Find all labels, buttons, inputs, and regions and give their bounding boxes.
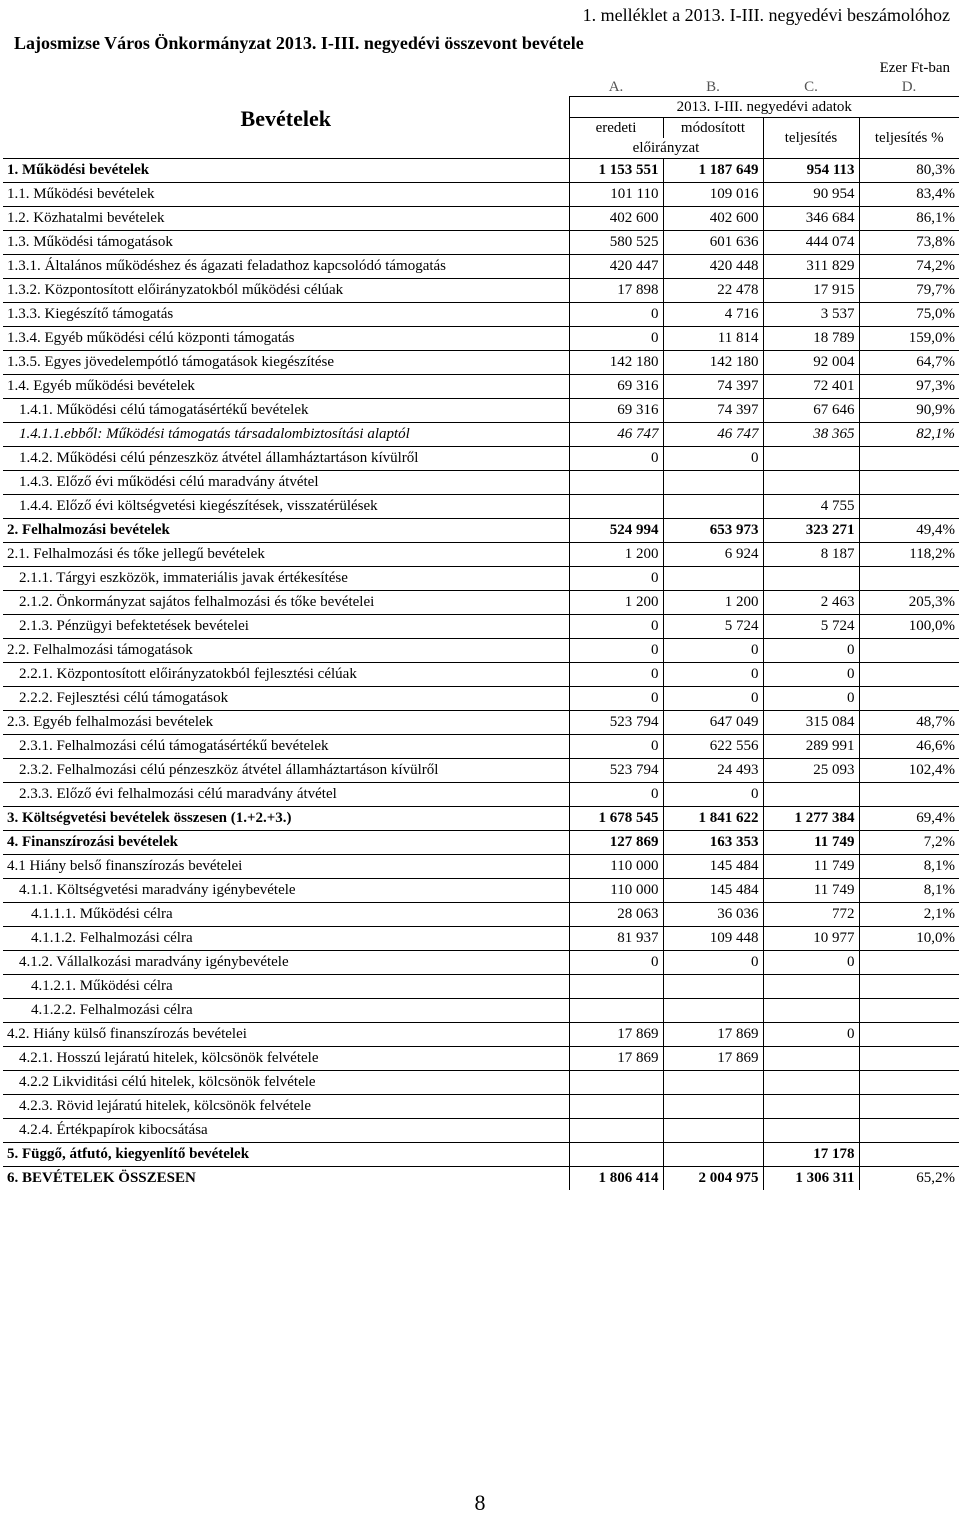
table-row [3,399,959,423]
modositott-value: 0 [663,687,763,711]
teljesites-pct-value: 46,6% [859,735,959,759]
row-label: 4.1.2.2. Felhalmozási célra [3,999,569,1023]
row-label: 1.4.1.1.ebből: Működési támogatás társadalombiztosítási alaptól [3,423,569,447]
teljesites-pct-value: 97,3% [859,375,959,399]
row-label: 4. Finanszírozási bevételek [3,831,569,855]
modositott-value: 24 493 [663,759,763,783]
teljesites-value [763,471,859,495]
modositott-value: 622 556 [663,735,763,759]
eredeti-value: 0 [569,303,663,327]
teljesites-pct-value [859,663,959,687]
teljesites-pct-value: 65,2% [859,1167,959,1191]
modositott-value: 5 724 [663,615,763,639]
teljesites-pct-value: 48,7% [859,711,959,735]
eredeti-value: 81 937 [569,927,663,951]
row-label: 3. Költségvetési bevételek összesen (1.+2.+3.) [3,807,569,831]
row-label: 1.3. Működési támogatások [3,231,569,255]
teljesites-value: 72 401 [763,375,859,399]
teljesites-value: 4 755 [763,495,859,519]
teljesites-value: 90 954 [763,183,859,207]
teljesites-value: 11 749 [763,855,859,879]
teljesites-pct-value: 100,0% [859,615,959,639]
teljesites-pct-value: 118,2% [859,543,959,567]
modositott-value: 653 973 [663,519,763,543]
teljesites-pct-value [859,1071,959,1095]
table-row [3,999,959,1023]
modositott-value: 0 [663,639,763,663]
eredeti-value: 127 869 [569,831,663,855]
table-row [3,1143,959,1167]
teljesites-pct-value: 64,7% [859,351,959,375]
page-title: Lajosmizse Város Önkormányzat 2013. I-III. negyedévi összevont bevétele [14,33,584,53]
teljesites-value [763,999,859,1023]
teljesites-pct-value: 90,9% [859,399,959,423]
eredeti-value: 17 898 [569,279,663,303]
modositott-value: 17 869 [663,1047,763,1071]
eredeti-value: 0 [569,567,663,591]
table-row [3,879,959,903]
modositott-value: 109 448 [663,927,763,951]
row-label: 4.1.2.1. Működési célra [3,975,569,999]
teljesites-pct-value: 10,0% [859,927,959,951]
teljesites-pct-value: 8,1% [859,879,959,903]
modositott-value [663,1095,763,1119]
table-row [3,807,959,831]
row-label: 1.4.2. Működési célú pénzeszköz átvétel államháztartáson kívülről [3,447,569,471]
eredeti-value: 1 200 [569,591,663,615]
modositott-value: 22 478 [663,279,763,303]
row-label: 6. BEVÉTELEK ÖSSZESEN [3,1167,569,1191]
eredeti-value: 46 747 [569,423,663,447]
teljesites-pct-value [859,1023,959,1047]
table-row [3,183,959,207]
modositott-value: 145 484 [663,855,763,879]
eredeti-value [569,1071,663,1095]
eredeti-value: 0 [569,951,663,975]
teljesites-pct-value [859,687,959,711]
table-row [3,663,959,687]
teljesites-pct-value [859,1095,959,1119]
modositott-value: 109 016 [663,183,763,207]
teljesites-value: 5 724 [763,615,859,639]
teljesites-value: 772 [763,903,859,927]
table-row [3,231,959,255]
teljesites-pct-value [859,999,959,1023]
teljesites-value: 323 271 [763,519,859,543]
table-row [3,1071,959,1095]
row-label: 2.1. Felhalmozási és tőke jellegű bevételek [3,543,569,567]
teljesites-value: 1 306 311 [763,1167,859,1191]
table-row [3,375,959,399]
teljesites-value [763,783,859,807]
eredeti-value: 0 [569,687,663,711]
teljesites-value: 289 991 [763,735,859,759]
modositott-value: 0 [663,447,763,471]
teljesites-pct-value: 74,2% [859,255,959,279]
table-row [3,1095,959,1119]
eredeti-value: 1 678 545 [569,807,663,831]
table-row [3,471,959,495]
teljesites-pct-value [859,471,959,495]
modositott-value: 0 [663,951,763,975]
row-label: 4.2.3. Rövid lejáratú hitelek, kölcsönök felvétele [3,1095,569,1119]
modositott-value: 17 869 [663,1023,763,1047]
eredeti-value: 28 063 [569,903,663,927]
period-header: 2013. I-III. negyedévi adatok [569,97,959,118]
page-number: 8 [474,1490,486,1515]
modositott-value: 1 841 622 [663,807,763,831]
row-label: 2.1.2. Önkormányzat sajátos felhalmozási és tőke bevételei [3,591,569,615]
table-row [3,1023,959,1047]
modositott-value: 163 353 [663,831,763,855]
teljesites-pct-value: 8,1% [859,855,959,879]
teljesites-value: 0 [763,687,859,711]
teljesites-value: 0 [763,951,859,975]
eredeti-value [569,999,663,1023]
table-row [3,327,959,351]
eredeti-value: 420 447 [569,255,663,279]
row-label: 2.3.1. Felhalmozási célú támogatásértékű bevételek [3,735,569,759]
teljesites-pct-value: 7,2% [859,831,959,855]
modositott-value: 142 180 [663,351,763,375]
modositott-header: módosított [663,118,763,139]
row-label: 1.3.2. Központosított előirányzatokból működési célúak [3,279,569,303]
modositott-value: 647 049 [663,711,763,735]
row-label: 1.3.5. Egyes jövedelempótló támogatások kiegészítése [3,351,569,375]
table-row [3,567,959,591]
row-label: 1.3.1. Általános működéshez és ágazati feladathoz kapcsolódó támogatás [3,255,569,279]
row-label: 4.2.4. Értékpapírok kibocsátása [3,1119,569,1143]
teljesites-value: 311 829 [763,255,859,279]
table-row [3,423,959,447]
table-row [3,951,959,975]
row-label: 1.3.4. Egyéb működési célú központi támogatás [3,327,569,351]
eredeti-value: 69 316 [569,399,663,423]
teljesites-pct-value: 82,1% [859,423,959,447]
teljesites-header: teljesítés [763,118,859,159]
teljesites-pct-value [859,1119,959,1143]
eredeti-value: 1 200 [569,543,663,567]
row-label: 4.2.1. Hosszú lejáratú hitelek, kölcsönök felvétele [3,1047,569,1071]
teljesites-value: 11 749 [763,831,859,855]
teljesites-pct-value: 69,4% [859,807,959,831]
table-row [3,1047,959,1071]
teljesites-value: 0 [763,1023,859,1047]
modositott-value [663,999,763,1023]
modositott-value: 4 716 [663,303,763,327]
eredeti-value: 0 [569,735,663,759]
teljesites-pct-value [859,639,959,663]
col-letter-a: A. [608,79,624,95]
row-label: 2.1.1. Tárgyi eszközök, immateriális javak értékesítése [3,567,569,591]
row-label: 4.1.1.1. Működési célra [3,903,569,927]
teljesites-pct-value [859,447,959,471]
modositott-value: 420 448 [663,255,763,279]
eredeti-header: eredeti [569,118,663,139]
modositott-value: 2 004 975 [663,1167,763,1191]
modositott-value: 6 924 [663,543,763,567]
row-label: 1.4.1. Működési célú támogatásértékű bevételek [3,399,569,423]
eredeti-value: 523 794 [569,711,663,735]
table-row [3,975,959,999]
teljesites-value: 346 684 [763,207,859,231]
teljesites-pct-value [859,567,959,591]
table-row [3,495,959,519]
row-label: 2.3.2. Felhalmozási célú pénzeszköz átvétel államháztartáson kívülről [3,759,569,783]
eredeti-value: 0 [569,447,663,471]
modositott-value [663,1143,763,1167]
teljesites-pct-value [859,783,959,807]
row-label: 1.4.3. Előző évi működési célú maradvány átvétel [3,471,569,495]
row-label: 5. Függő, átfutó, kiegyenlítő bevételek [3,1143,569,1167]
table-row [3,735,959,759]
eredeti-value: 17 869 [569,1023,663,1047]
eredeti-value [569,495,663,519]
teljesites-value [763,1119,859,1143]
teljesites-value: 38 365 [763,423,859,447]
modositott-value: 145 484 [663,879,763,903]
eredeti-value [569,471,663,495]
teljesites-pct-value: 2,1% [859,903,959,927]
teljesites-value: 67 646 [763,399,859,423]
table-row [3,255,959,279]
eredeti-value: 0 [569,639,663,663]
eredeti-value [569,975,663,999]
table-row [3,303,959,327]
teljesites-value [763,1095,859,1119]
row-label: 2.1.3. Pénzügyi befektetések bevételei [3,615,569,639]
table-row [3,711,959,735]
table-row [3,351,959,375]
eredeti-value: 142 180 [569,351,663,375]
table-row [3,903,959,927]
teljesites-value [763,975,859,999]
unit-label: Ezer Ft-ban [879,60,950,76]
eredeti-value: 17 869 [569,1047,663,1071]
row-label: 1.1. Működési bevételek [3,183,569,207]
eredeti-value: 524 994 [569,519,663,543]
row-label: 4.1.1. Költségvetési maradvány igénybevétele [3,879,569,903]
teljesites-pct-value [859,1047,959,1071]
modositott-value: 402 600 [663,207,763,231]
modositott-value [663,975,763,999]
teljesites-pct-value: 75,0% [859,303,959,327]
table-row [3,927,959,951]
row-label: 4.2.2 Likviditási célú hitelek, kölcsönök felvétele [3,1071,569,1095]
modositott-value: 601 636 [663,231,763,255]
teljesites-pct-value [859,495,959,519]
eredeti-value: 580 525 [569,231,663,255]
modositott-value: 36 036 [663,903,763,927]
teljesites-pct-value [859,975,959,999]
teljesites-pct-value [859,1143,959,1167]
teljesites-pct-value: 205,3% [859,591,959,615]
row-label: 1. Működési bevételek [3,159,569,183]
table-row [3,447,959,471]
modositott-value: 46 747 [663,423,763,447]
teljesites-pct-value: 79,7% [859,279,959,303]
row-label: 4.1.1.2. Felhalmozási célra [3,927,569,951]
row-label: 4.1.2. Vállalkozási maradvány igénybevétele [3,951,569,975]
table-row [3,759,959,783]
eredeti-value: 0 [569,327,663,351]
row-label: 2.2.2. Fejlesztési célú támogatások [3,687,569,711]
teljesites-value: 444 074 [763,231,859,255]
teljesites-value: 315 084 [763,711,859,735]
row-label: 4.2. Hiány külső finanszírozás bevételei [3,1023,569,1047]
row-label: 1.4. Egyéb működési bevételek [3,375,569,399]
table-row [3,831,959,855]
table-row [3,543,959,567]
teljesites-value: 8 187 [763,543,859,567]
teljesites-value: 11 749 [763,879,859,903]
row-label: 1.2. Közhatalmi bevételek [3,207,569,231]
row-label: 2.3.3. Előző évi felhalmozási célú maradvány átvétel [3,783,569,807]
col-letter-c: C. [804,79,818,95]
attachment-reference: 1. melléklet a 2013. I-III. negyedévi beszámolóhoz [582,5,950,25]
modositott-value [663,1071,763,1095]
eredeti-value: 523 794 [569,759,663,783]
modositott-value: 11 814 [663,327,763,351]
eredeti-value [569,1119,663,1143]
teljesites-value: 17 178 [763,1143,859,1167]
teljesites-value: 2 463 [763,591,859,615]
table-row [3,1167,959,1191]
row-label-header: Bevételek [240,105,331,131]
modositott-value: 0 [663,663,763,687]
teljesites-pct-header: teljesítés % [859,118,959,159]
table-row [3,207,959,231]
eredeti-value [569,1143,663,1167]
teljesites-value: 92 004 [763,351,859,375]
row-label: 2.3. Egyéb felhalmozási bevételek [3,711,569,735]
modositott-value: 1 200 [663,591,763,615]
eredeti-value: 69 316 [569,375,663,399]
teljesites-pct-value: 159,0% [859,327,959,351]
table-row [3,615,959,639]
table-row [3,855,959,879]
teljesites-pct-value: 73,8% [859,231,959,255]
modositott-value: 74 397 [663,399,763,423]
modositott-value [663,471,763,495]
teljesites-value: 18 789 [763,327,859,351]
eredeti-value: 110 000 [569,879,663,903]
row-label: 2.2. Felhalmozási támogatások [3,639,569,663]
teljesites-value [763,567,859,591]
teljesites-value: 0 [763,639,859,663]
eredeti-value: 110 000 [569,855,663,879]
table-row [3,687,959,711]
table-row [3,1119,959,1143]
teljesites-pct-value [859,951,959,975]
teljesites-value: 17 915 [763,279,859,303]
row-label: 2.2.1. Központosított előirányzatokból fejlesztési célúak [3,663,569,687]
row-label: 1.3.3. Kiegészítő támogatás [3,303,569,327]
modositott-value [663,495,763,519]
eredeti-value: 1 806 414 [569,1167,663,1191]
teljesites-value: 25 093 [763,759,859,783]
eloiranyzat-header: előirányzat [569,138,763,159]
modositott-value: 1 187 649 [663,159,763,183]
eredeti-value: 0 [569,663,663,687]
teljesites-value: 3 537 [763,303,859,327]
eredeti-value: 0 [569,615,663,639]
teljesites-pct-value: 86,1% [859,207,959,231]
teljesites-value [763,1071,859,1095]
teljesites-value [763,447,859,471]
teljesites-value: 0 [763,663,859,687]
table-row [3,519,959,543]
table-row [3,159,959,183]
teljesites-value: 1 277 384 [763,807,859,831]
eredeti-value: 1 153 551 [569,159,663,183]
table-row [3,591,959,615]
eredeti-value: 0 [569,783,663,807]
table-row [3,279,959,303]
teljesites-value: 10 977 [763,927,859,951]
col-letter-b: B. [706,79,720,95]
table-row [3,783,959,807]
revenue-table [3,78,959,1190]
teljesites-value [763,1047,859,1071]
col-letter-d: D. [901,79,917,95]
row-label: 4.1 Hiány belső finanszírozás bevételei [3,855,569,879]
teljesites-pct-value: 80,3% [859,159,959,183]
teljesites-pct-value: 83,4% [859,183,959,207]
eredeti-value: 402 600 [569,207,663,231]
row-label: 2. Felhalmozási bevételek [3,519,569,543]
modositott-value [663,1119,763,1143]
teljesites-pct-value: 49,4% [859,519,959,543]
modositott-value: 0 [663,783,763,807]
eredeti-value [569,1095,663,1119]
eredeti-value: 101 110 [569,183,663,207]
row-label: 1.4.4. Előző évi költségvetési kiegészítések, visszatérülések [3,495,569,519]
modositott-value: 74 397 [663,375,763,399]
teljesites-pct-value: 102,4% [859,759,959,783]
table-row [3,639,959,663]
teljesites-value: 954 113 [763,159,859,183]
modositott-value [663,567,763,591]
